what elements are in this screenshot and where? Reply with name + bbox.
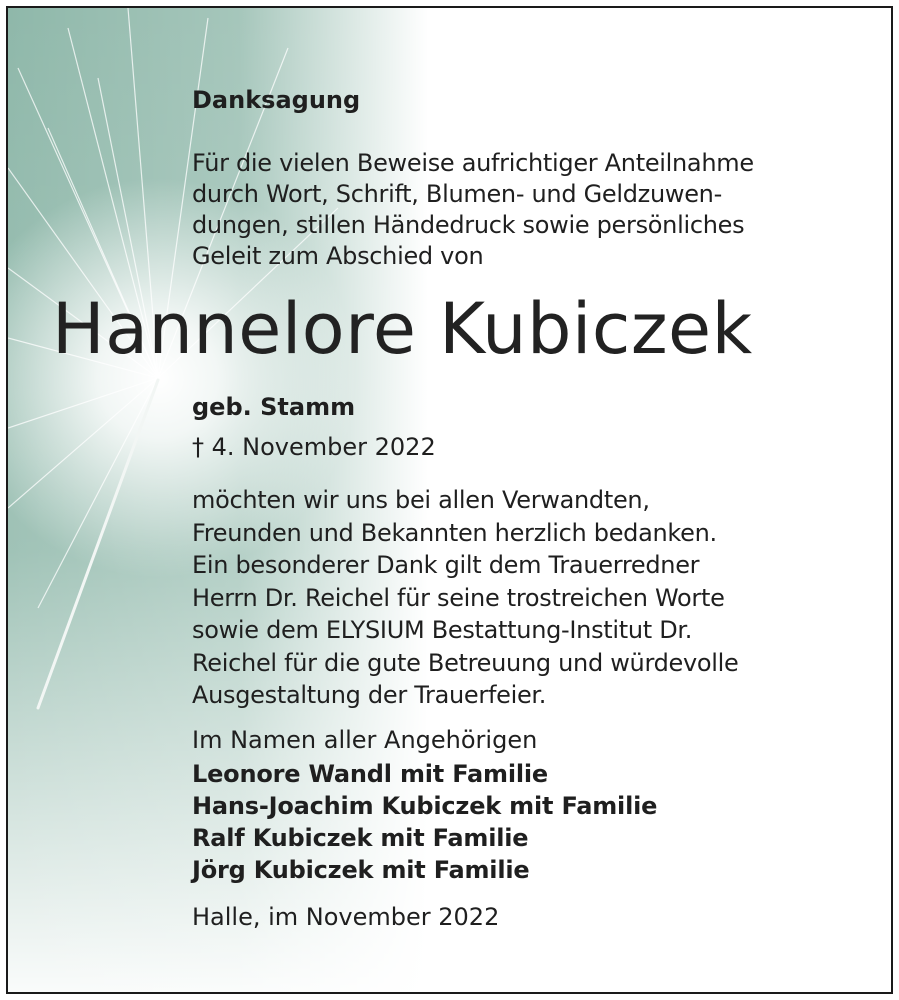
thanks-line: Herrn Dr. Reichel für seine trostreichen Worte bbox=[192, 583, 725, 612]
family-list bbox=[192, 758, 657, 886]
intro-line: Geleit zum Abschied von bbox=[192, 242, 484, 270]
intro-line: durch Wort, Schrift, Blumen- und Geldzuwen- bbox=[192, 180, 722, 208]
family-item: Leonore Wandl mit Familie bbox=[192, 760, 548, 788]
maiden-name: geb. Stamm bbox=[192, 393, 356, 421]
thanks-line: Freunden und Bekannten herzlich bedanken. bbox=[192, 518, 717, 547]
intro-line: dungen, stillen Händedruck sowie persönliches bbox=[192, 211, 745, 239]
death-date: † 4. November 2022 bbox=[192, 433, 436, 461]
intro-paragraph bbox=[192, 148, 882, 272]
thanks-paragraph bbox=[192, 484, 882, 712]
deceased-name: Hannelore Kubiczek bbox=[52, 288, 753, 370]
signature-intro: Im Namen aller Angehörigen bbox=[192, 726, 538, 754]
thanks-line: sowie dem ELYSIUM Bestattung-Institut Dr. bbox=[192, 616, 693, 644]
obituary-notice bbox=[6, 6, 893, 994]
thanks-line: Ein besonderer Dank gilt dem Trauerredner bbox=[192, 551, 700, 579]
family-item: Hans-Joachim Kubiczek mit Familie bbox=[192, 792, 658, 820]
thanks-line: Reichel für die gute Betreuung und würdevolle bbox=[192, 648, 739, 677]
thanks-line: möchten wir uns bei allen Verwandten, bbox=[192, 486, 650, 514]
family-item: Jörg Kubiczek mit Familie bbox=[192, 856, 530, 884]
place-date: Halle, im November 2022 bbox=[192, 903, 500, 931]
intro-line: Für die vielen Beweise aufrichtiger Anteilnahme bbox=[192, 149, 754, 177]
thanks-line: Ausgestaltung der Trauerfeier. bbox=[192, 681, 547, 709]
family-item: Ralf Kubiczek mit Familie bbox=[192, 824, 529, 852]
notice-heading: Danksagung bbox=[192, 86, 361, 114]
notice-text bbox=[8, 8, 891, 992]
